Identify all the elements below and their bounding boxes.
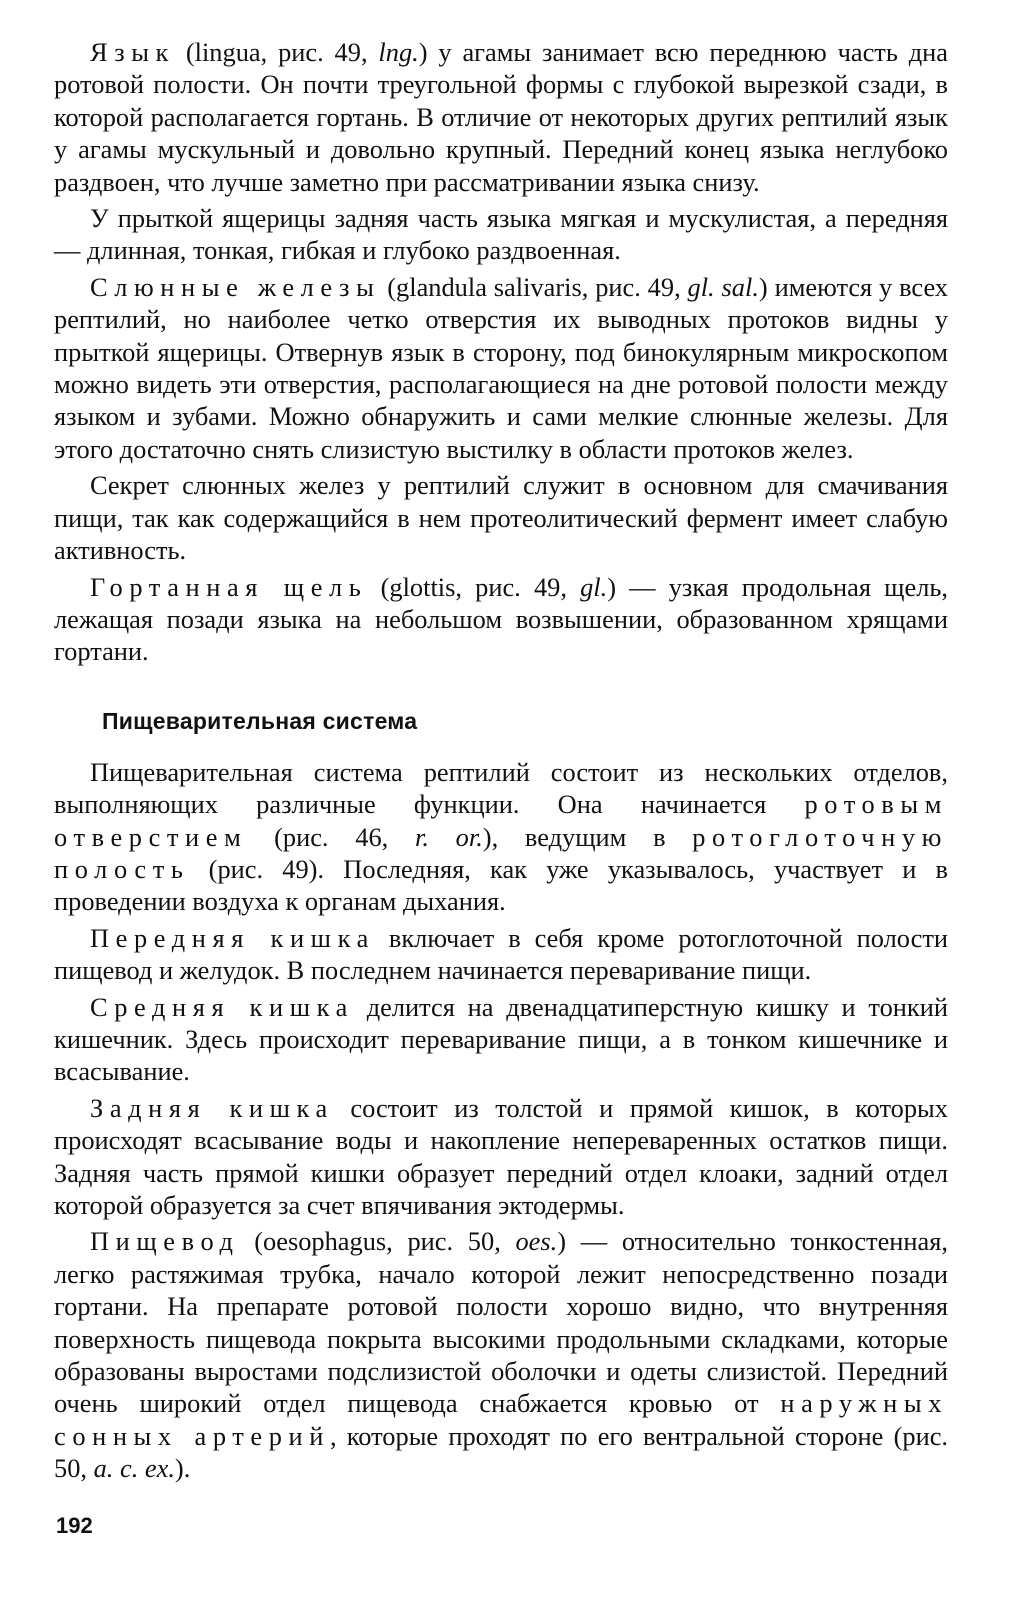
abbr-gl: gl. — [580, 571, 608, 602]
abbr-lng: lng. — [378, 37, 419, 67]
term-foregut: Передняя кишка — [90, 922, 375, 953]
term-midgut: Средняя кишка — [90, 991, 354, 1022]
term-hindgut: Задняя кишка — [90, 1092, 334, 1123]
paragraph-glottis: Гортанная щель (glottis, рис. 49, gl.) — узкая продольная щель, лежащая позади языка на небольшом возвышении, образованном хрящами гортани. — [54, 571, 948, 667]
term-oropharyngeal-cavity: ротоглоточную полость — [54, 821, 948, 884]
term-glottis: Гортанная щель — [90, 571, 368, 602]
section-heading: Пищеварительная система — [102, 707, 418, 734]
paragraph-salivary-glands: Слюнные железы (glandula salivaris, рис. 49, gl. sal.) имеются у всех рептилий, но наиболее четко отверстия их выводных протоков видны у прыткой ящерицы. Отвернув язык в сторону, под бинокулярным микроскопом можно видеть эти отверстия, располагающиеся на дне ротовой полости между языком и зубами. Можно обнаружить и сами мелкие слюнные железы. Для этого достаточно снять слизистую выстилку в области протоков желез. — [54, 271, 949, 464]
term-external-carotid: наружных сонных артерий — [54, 1388, 948, 1451]
page-number: 192 — [56, 1513, 93, 1538]
term-salivary-glands: Слюнные железы — [90, 271, 381, 302]
paragraph-digestive-overview: Пищеварительная система рептилий состоит из нескольких отделов, выполняющих различные функции. Она начинается ротовым отверстием (рис. 46, r. or.), ведущим в ротоглоточную полость (рис. 49). Последняя, как уже указывалось, участвует и в проведении воздуха к органам дыхания. — [54, 756, 948, 917]
paragraph-tongue: Язык (lingua, рис. 49, lng.) у агамы занимает всю переднюю часть дна ротовой полости. Он почти треугольной формы с глубокой вырезкой сзади, в которой располагается гортань. В отличие от некоторых других рептилий язык у агамы мускульный и довольно крупный. Передний конец языка неглубоко раздвоен, что лучше заметно при рассматривании языка снизу. — [54, 37, 948, 197]
paragraph-saliva-secretion: Секрет слюнных желез у рептилий служит в основном для смачивания пищи, так как содержащийся в нем протеолитический фермент имеет слабую активность. — [54, 470, 948, 566]
paragraph-esophagus: Пищевод (oesophagus, рис. 50, oes.) — относительно тонкостенная, легко растяжимая трубка, начало которой лежит непосредственно позади гортани. На препарате ротовой полости хорошо видно, что внутренняя поверхность пищевода покрыта высокими продольными складками, которые образованы выростами подслизистой оболочки и одеты слизистой. Передний очень широкий отдел пищевода снабжается кровью от наружных сонных артерий, которые проходят по его вентральной стороне (рис. 50, a. c. ex.). — [54, 1226, 948, 1484]
abbr-gl-sal: gl. sal. — [687, 271, 759, 302]
term-esophagus: Пищевод — [90, 1226, 240, 1257]
abbr-r-or: r. or. — [414, 821, 483, 852]
abbr-oes: oes. — [515, 1226, 558, 1257]
paragraph-foregut: Передняя кишка включает в себя кроме ротоглоточной полости пищевод и желудок. В последнем начинается переваривание пищи. — [54, 922, 948, 986]
paragraph-midgut: Средняя кишка делится на двенадцатиперстную кишку и тонкий кишечник. Здесь происходит переваривание пищи, а в тонком кишечнике и всасывание. — [54, 991, 948, 1087]
abbr-a-c-ex: a. c. ex. — [93, 1453, 175, 1484]
term-mouth-opening: ротовым отверстием — [54, 789, 948, 852]
paragraph-hindgut: Задняя кишка состоит из толстой и прямой кишок, в которых происходят всасывание воды и накопление непереваренных остатков пищи. Задняя часть прямой кишки образует передний отдел клоаки, задний отдел которой образуется за счет впячивания эктодермы. — [54, 1092, 948, 1220]
paragraph-lizard-tongue: У прыткой ящерицы задняя часть языка мягкая и мускулистая, а передняя — длинная, тонкая, гибкая и глубоко раздвоенная. — [54, 203, 948, 266]
term-tongue: Язык — [90, 37, 175, 67]
